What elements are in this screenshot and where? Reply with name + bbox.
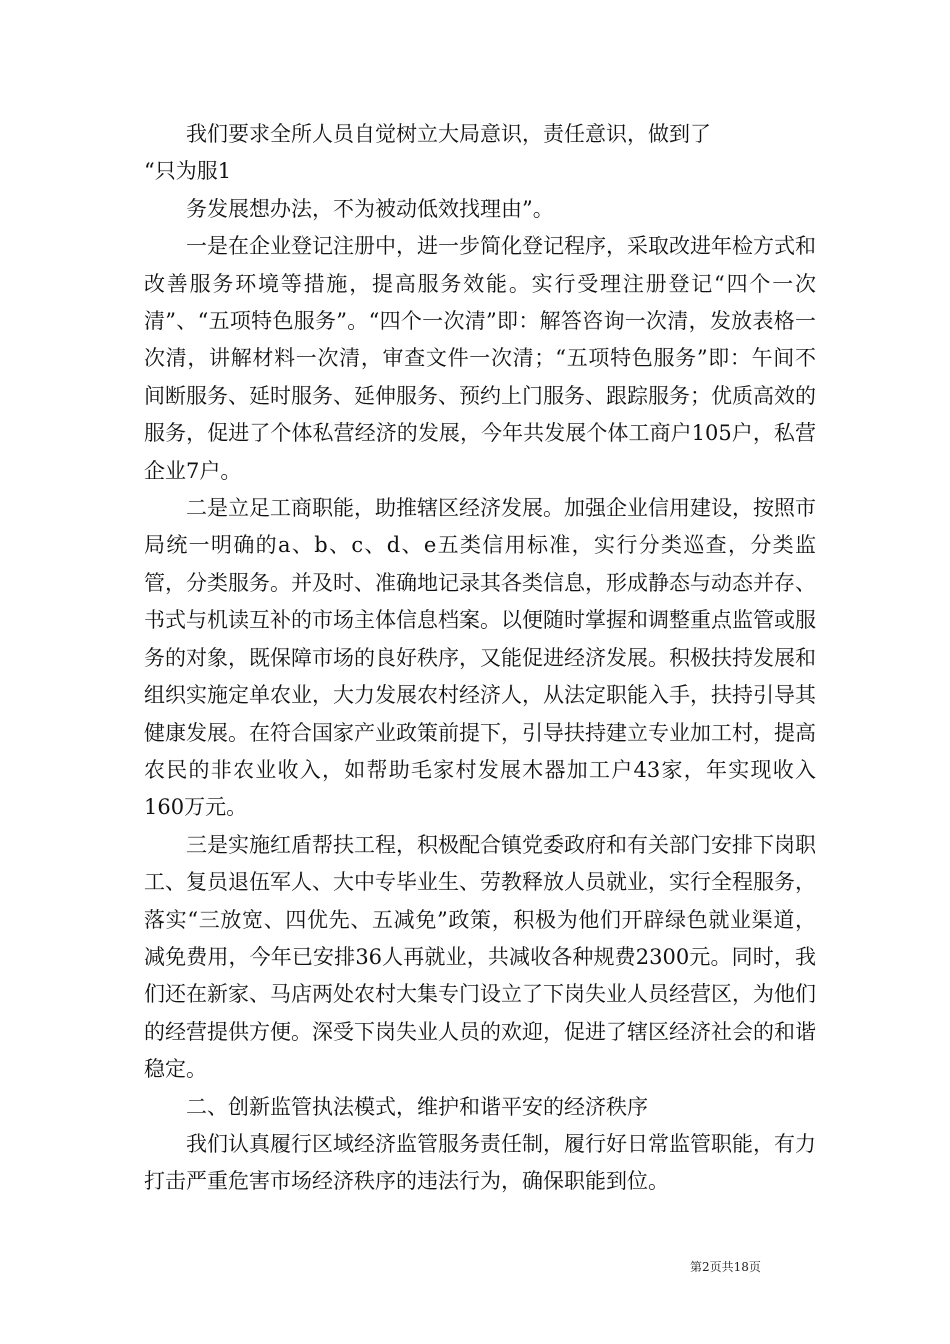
paragraph-6: 三是实施红盾帮扶工程，积极配合镇党委政府和有关部门安排下岗职工、复员退伍军人、大中专毕业生、劳教释放人员就业，实行全程服务，落实“三放宽、四优先、五减免”政策，积极为他们开辟绿色就业渠道，减免费用，今年已安排36人再就业，共减收各种规费2300元。同时，我们还在新家、马店两处农村大集专门设立了下岗失业人员经营区，为他们的经营提供方便。深受下岗失业人员的欢迎，促进了辖区经济社会的和谐稳定。 — [144, 832, 816, 1082]
paragraph-8: 我们认真履行区域经济监管服务责任制，履行好日常监管职能，有力打击严重危害市场经济秩序的违法行为，确保职能到位。 — [144, 1131, 816, 1194]
page-number: 第2页共18页 — [690, 1260, 761, 1274]
paragraph-5: 二是立足工商职能，助推辖区经济发展。加强企业信用建设，按照市局统一明确的a、b、c、d、e五类信用标准，实行分类巡查，分类监管，分类服务。并及时、准确地记录其各类信息，形成静态与动态并存、书式与机读互补的市场主体信息档案。以便随时掌握和调整重点监管或服务的对象，既保障市场的良好秩序，又能促进经济发展。积极扶持发展和组织实施定单农业，大力发展农村经济人，从法定职能入手，扶持引导其健康发展。在符合国家产业政策前提下，引导扶持建立专业加工村，提高农民的非农业收入，如帮助毛家村发展木器加工户43家，年实现收入160万元。 — [144, 496, 816, 820]
document-body — [144, 116, 816, 1201]
paragraph-3: 务发展想办法，不为被动低效找理由”。 — [186, 196, 554, 221]
section-heading: 二、创新监管执法模式，维护和谐平安的经济秩序 — [186, 1094, 648, 1119]
paragraph-2: “只为服1 — [144, 159, 232, 184]
paragraph-1: 我们要求全所人员自觉树立大局意识，责任意识，做到了 — [186, 122, 711, 146]
paragraph-4: 一是在企业登记注册中，进一步简化登记程序，采取改进年检方式和改善服务环境等措施，提高服务效能。实行受理注册登记“四个一次清”、“五项特色服务”。“四个一次清”即：解答咨询一次清，发放表格一次清，讲解材料一次清，审查文件一次清；“五项特色服务”即：午间不间断服务、延时服务、延伸服务、预约上门服务、跟踪服务；优质高效的服务，促进了个体私营经济的发展，今年共发展个体工商户105户，私营企业7户。 — [144, 234, 816, 483]
